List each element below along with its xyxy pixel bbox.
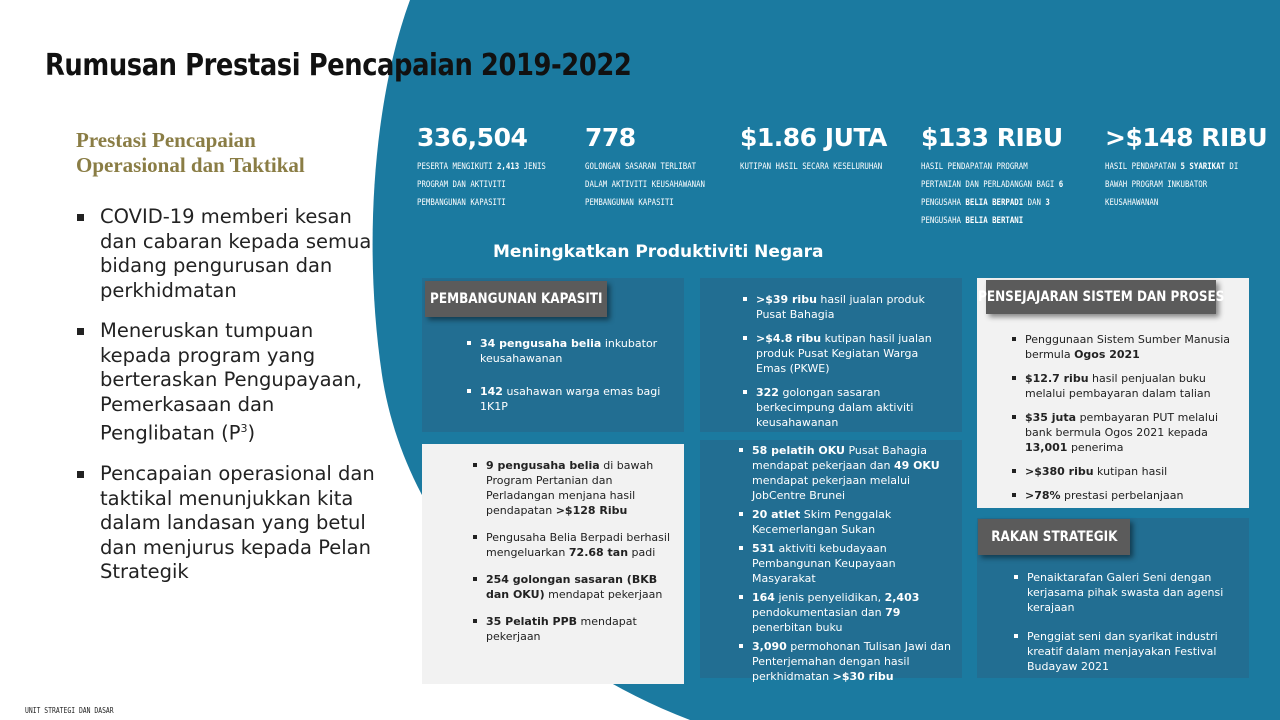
item-bold: 142 xyxy=(480,385,503,398)
tag-rakan-strategik xyxy=(978,519,1130,555)
item-bold: 35 Pelatih PPB xyxy=(486,615,578,628)
list-item xyxy=(470,572,672,602)
list-item xyxy=(464,336,670,366)
list-item xyxy=(1009,410,1235,455)
list-item xyxy=(736,443,954,503)
item-text: hasil jualan produk Pusat Bahagia xyxy=(756,293,925,321)
panel-list xyxy=(470,458,672,644)
stat-desc-bold: 2,413 xyxy=(496,162,520,172)
item-bold: >78% xyxy=(1025,489,1061,502)
slide-title: Rumusan Prestasi Pencapaian 2019-2022 xyxy=(45,48,632,83)
item-bold: >$39 ribu xyxy=(756,293,817,306)
tag-pembangunan-kapasiti xyxy=(425,281,607,317)
list-item xyxy=(464,384,670,414)
panel-list xyxy=(740,292,948,430)
tag-pensejajaran xyxy=(977,280,1225,314)
stat-desc-bold: 5 SYARIKAT xyxy=(1180,162,1225,172)
stat-desc-text: GOLONGAN SASARAN TERLIBAT xyxy=(585,162,697,172)
item-bold: 2,403 xyxy=(884,591,920,604)
bullet-tumpuan-sup: 3 xyxy=(240,422,248,435)
item-text: Penggunaan Sistem Sumber Manusia bermula xyxy=(1025,333,1231,361)
item-text: kutipan hasil xyxy=(1093,465,1168,478)
item-bold: 9 pengusaha belia xyxy=(486,459,600,472)
section-subtitle xyxy=(76,128,305,178)
stat-desc-text: JENIS xyxy=(519,162,546,172)
panel-hasil-jualan xyxy=(700,278,962,432)
item-text: Pengusaha Belia Berpadi berhasil mengeluarkan xyxy=(486,531,671,559)
panel-pekerjaan-kebudayaan xyxy=(700,440,962,683)
stat-desc-text: DAN xyxy=(1023,198,1046,208)
tag-label: PENSEJAJARAN SISTEM DAN PROSES xyxy=(977,289,1225,305)
stat-description xyxy=(740,158,882,176)
item-bold: 72.68 tan xyxy=(568,546,629,559)
item-text: usahawan warga emas bagi 1K1P xyxy=(480,385,661,413)
stat-desc-bold: 6 xyxy=(1058,180,1064,190)
list-item: Penggiat seni dan syarikat industri kreatif dalam menjayakan Festival Budayaw 2021 xyxy=(1011,629,1235,674)
item-bold: 58 pelatih OKU xyxy=(752,444,845,457)
item-text: pembayaran PUT melalui bank bermula Ogos 2021 kepada xyxy=(1025,411,1219,439)
item-bold: >$4.8 ribu xyxy=(756,332,822,345)
panel-list xyxy=(1009,332,1235,503)
list-item xyxy=(1009,371,1235,401)
item-bold: 322 xyxy=(756,386,779,399)
item-text: penerima xyxy=(1067,441,1124,454)
list-item xyxy=(470,458,672,518)
item-text: permohonan Tulisan Jawi dan Penterjemahan dengan hasil perkhidmatan xyxy=(752,640,952,683)
stat-desc-bold: 3 xyxy=(1045,198,1050,208)
bullet-tumpuan xyxy=(76,319,376,446)
item-bold: 79 xyxy=(885,606,901,619)
summary-bullets xyxy=(76,205,376,601)
item-text: Pusat Bahagia mendapat pekerjaan dan xyxy=(752,444,927,472)
stat-desc-bold: BELIA BERPADI xyxy=(965,198,1024,208)
item-bold: 34 pengusaha belia xyxy=(480,337,602,350)
stat-description xyxy=(921,158,1063,230)
stat-desc-text: PROGRAM DAN AKTIVITI xyxy=(417,180,506,190)
item-bold: 3,090 xyxy=(752,640,787,653)
list-item xyxy=(736,541,954,586)
item-text: di bawah Program Pertanian dan Perladangan menjana hasil pendapatan xyxy=(486,459,654,517)
stat-desc-text: PERTANIAN DAN PERLADANGAN BAGI xyxy=(921,180,1059,190)
stat-desc-bold: BELIA BERTANI xyxy=(965,216,1024,226)
stat-desc-text: HASIL PENDAPATAN PROGRAM xyxy=(921,162,1028,172)
stat-description xyxy=(585,158,705,212)
stat-description xyxy=(1105,158,1238,212)
bullet-tumpuan-close: ) xyxy=(247,421,256,445)
list-item xyxy=(1009,332,1235,362)
subtitle-line-2: Operasional dan Taktikal xyxy=(76,153,305,177)
stat-desc-text: PENGUSAHA xyxy=(921,216,966,226)
list-item xyxy=(736,590,954,635)
stat-value: 778 xyxy=(585,123,636,152)
stat-desc-text: PEMBANGUNAN KAPASITI xyxy=(585,198,674,208)
item-text: mendapat pekerjaan xyxy=(544,588,663,601)
stat-value: >$148 RIBU xyxy=(1105,123,1268,152)
list-item xyxy=(736,639,954,684)
panel-list xyxy=(736,443,954,684)
bullet-pencapaian: Pencapaian operasional dan taktikal menunjukkan kita dalam landasan yang betul dan menjurus kepada Pelan Strategik xyxy=(76,462,376,585)
item-bold: 13,001 xyxy=(1025,441,1068,454)
item-text: inkubator keusahawanan xyxy=(480,337,658,365)
item-text: padi xyxy=(628,546,656,559)
item-text: penerbitan buku xyxy=(752,621,843,634)
list-item xyxy=(470,530,672,560)
list-item xyxy=(740,331,948,376)
stat-pertanian xyxy=(921,123,1094,230)
stat-description xyxy=(417,158,546,212)
stat-desc-text: DI xyxy=(1224,162,1239,172)
stat-desc-text: PESERTA MENGIKUTI xyxy=(417,162,497,172)
bullet-tumpuan-text: Meneruskan tumpuan kepada program yang berteraskan Pengupayaan, Pemerkasaan dan Penglibatan (P xyxy=(100,319,363,445)
subtitle-line-1: Prestasi Pencapaian xyxy=(76,128,256,152)
item-bold: $35 juta xyxy=(1025,411,1077,424)
item-bold: >$128 Ribu xyxy=(555,504,628,517)
stat-golongan xyxy=(585,123,731,212)
item-text: hasil penjualan buku melalui pembayaran dalam talian xyxy=(1025,372,1211,400)
tag-label: RAKAN STRATEGIK xyxy=(990,529,1118,545)
stat-value: 336,504 xyxy=(417,123,528,152)
item-text: pendokumentasian dan xyxy=(752,606,886,619)
item-text: mendapat pekerjaan xyxy=(486,615,637,643)
item-bold: 164 xyxy=(752,591,775,604)
panel-list xyxy=(1011,570,1235,674)
stat-inkubator xyxy=(1105,123,1268,212)
list-item xyxy=(740,292,948,322)
item-bold: >$380 ribu xyxy=(1025,465,1094,478)
stat-desc-text: KEUSAHAWANAN xyxy=(1105,198,1159,208)
tag-label: PEMBANGUNAN KAPASITI xyxy=(429,291,603,307)
stat-value: $133 RIBU xyxy=(921,123,1063,152)
panel-pertanian xyxy=(422,444,684,684)
stat-desc-text: PEMBANGUNAN KAPASITI xyxy=(417,198,506,208)
section-heading: Meningkatkan Produktiviti Negara xyxy=(493,242,824,262)
item-bold: 49 OKU xyxy=(893,459,940,472)
item-text: aktiviti kebudayaan Pembangunan Keupayaan Masyarakat xyxy=(752,542,896,585)
item-text: Skim Penggalak Kecemerlangan Sukan xyxy=(752,508,892,536)
stat-peserta xyxy=(417,123,574,212)
stat-kutipan xyxy=(740,123,913,176)
item-text: kutipan hasil jualan produk Pusat Kegiatan Warga Emas (PKWE) xyxy=(756,332,932,375)
item-bold: 531 xyxy=(752,542,775,555)
item-text: mendapat pekerjaan melalui JobCentre Brunei xyxy=(752,474,911,502)
footer-unit: UNIT STRATEGI DAN DASAR xyxy=(25,706,114,715)
list-item xyxy=(470,614,672,644)
item-bold: Ogos 2021 xyxy=(1074,348,1140,361)
list-item xyxy=(1009,488,1235,503)
bullet-covid: COVID-19 memberi kesan dan cabaran kepada semua bidang pengurusan dan perkhidmatan xyxy=(76,205,376,303)
item-bold: 254 golongan sasaran (BKB dan OKU) xyxy=(486,573,658,601)
panel-list xyxy=(464,336,670,414)
list-item: Penaiktarafan Galeri Seni dengan kerjasama pihak swasta dan agensi kerajaan xyxy=(1011,570,1235,615)
item-text: jenis penyelidikan, xyxy=(774,591,885,604)
stat-desc-text: KUTIPAN HASIL SECARA KESELURUHAN xyxy=(740,162,883,172)
item-bold: 20 atlet xyxy=(752,508,801,521)
stat-desc-text: DALAM AKTIVITI KEUSAHAWANAN xyxy=(585,180,705,190)
stat-desc-text: BAWAH PROGRAM INKUBATOR xyxy=(1105,180,1208,190)
list-item xyxy=(740,385,948,430)
item-bold: >$30 ribu xyxy=(832,670,894,683)
item-text: golongan sasaran berkecimpung dalam aktiviti keusahawanan xyxy=(756,386,914,429)
list-item xyxy=(1009,464,1235,479)
item-bold: $12.7 ribu xyxy=(1025,372,1089,385)
item-text: prestasi perbelanjaan xyxy=(1060,489,1184,502)
list-item xyxy=(736,507,954,537)
stat-value: $1.86 JUTA xyxy=(740,123,887,152)
stat-desc-text: PENGUSAHA xyxy=(921,198,966,208)
stat-desc-text: HASIL PENDAPATAN xyxy=(1105,162,1181,172)
